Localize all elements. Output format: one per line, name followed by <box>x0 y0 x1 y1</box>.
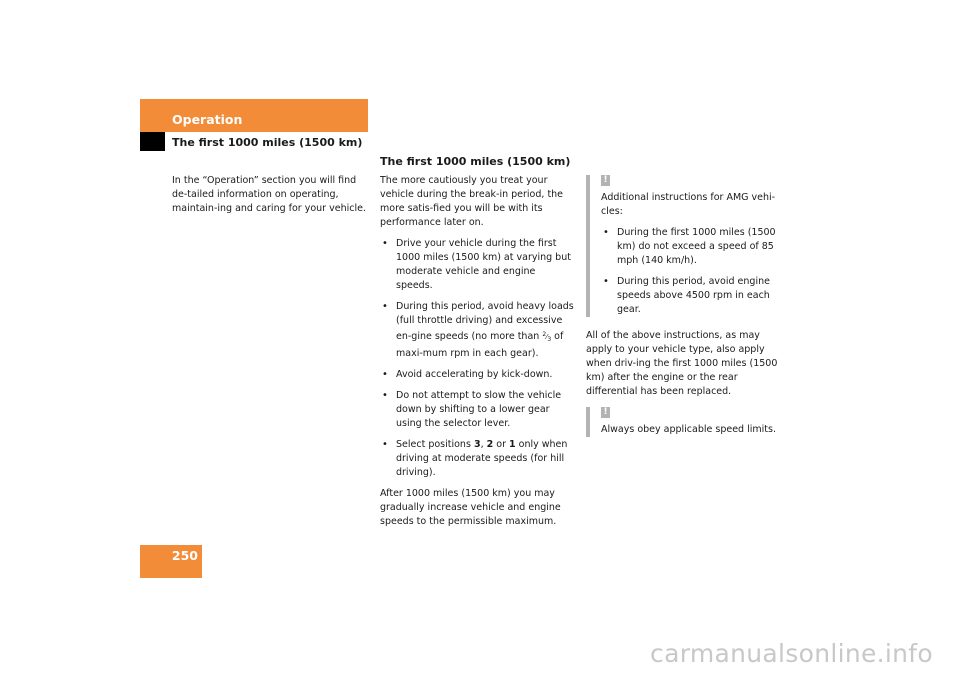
section-title: Operation <box>172 112 243 127</box>
applicability-text: All of the above instructions, as may apply to your vehicle type, also apply when driv-ing the first 1000 miles (1500 km) after the engine or the rear differential has been replaced. <box>586 330 778 397</box>
list-item: • During the first 1000 miles (1500 km) do not exceed a speed of 85 mph (140 km/h). <box>603 227 776 266</box>
bullet-icon: • <box>603 276 609 287</box>
right-column <box>586 329 781 406</box>
intro-text: In the “Operation” section you will find de-tailed information on operating, maintain-ing and caring for your vehicle. <box>172 175 366 214</box>
warning-icon: ! <box>601 175 610 186</box>
intro-column <box>172 174 368 223</box>
list-item: • During this period, avoid heavy loads (full throttle driving) and excessive en-gine speeds (no more than $^2⁄_3$ of maxi-mum rpm in each gear). <box>382 301 574 359</box>
list-item: • During this period, avoid engine speeds above 4500 rpm in each gear. <box>603 276 770 315</box>
bullet-icon: • <box>382 390 388 401</box>
page-number-box <box>140 545 202 578</box>
amg-note-title: Additional instructions for AMG vehi-cles: <box>601 192 776 217</box>
page-subtitle: The first 1000 miles (1500 km) <box>172 136 363 149</box>
bullet-icon: • <box>382 238 388 249</box>
fraction: $^2⁄_3$ <box>542 331 552 343</box>
section-heading: The first 1000 miles (1500 km) <box>380 155 571 168</box>
amg-list <box>601 226 783 317</box>
lead-paragraph: The more cautiously you treat your vehicle during the break-in period, the more satis-fied you will be with its performance later on. <box>380 175 564 228</box>
warning-icon: ! <box>601 407 610 418</box>
list-item: • Select positions 3, 2 or 1 only when driving at moderate speeds (for hill driving). <box>382 439 568 478</box>
list-item: • Drive your vehicle during the first 1000 miles (1500 km) at varying but moderate vehicle and engine speeds. <box>382 238 571 291</box>
break-in-list <box>380 237 575 480</box>
watermark: carmanualsonline.info <box>650 639 933 668</box>
header-marker <box>140 132 165 151</box>
bullet-icon: • <box>382 369 388 380</box>
speed-note <box>586 407 783 437</box>
list-item: • Avoid accelerating by kick-down. <box>382 369 553 380</box>
header-bar <box>140 99 368 132</box>
bullet-icon: • <box>603 227 609 238</box>
page-number: 250 <box>171 548 198 563</box>
after-break-in-text: After 1000 miles (1500 km) you may gradually increase vehicle and engine speeds to the permissible maximum. <box>380 488 561 527</box>
speed-note-text: Always obey applicable speed limits. <box>601 424 776 435</box>
amg-note <box>586 175 783 317</box>
bullet-icon: • <box>382 439 388 450</box>
list-item: • Do not attempt to slow the vehicle down by shifting to a lower gear using the selector lever. <box>382 390 562 429</box>
bullet-icon: • <box>382 301 388 312</box>
main-column <box>380 174 575 536</box>
